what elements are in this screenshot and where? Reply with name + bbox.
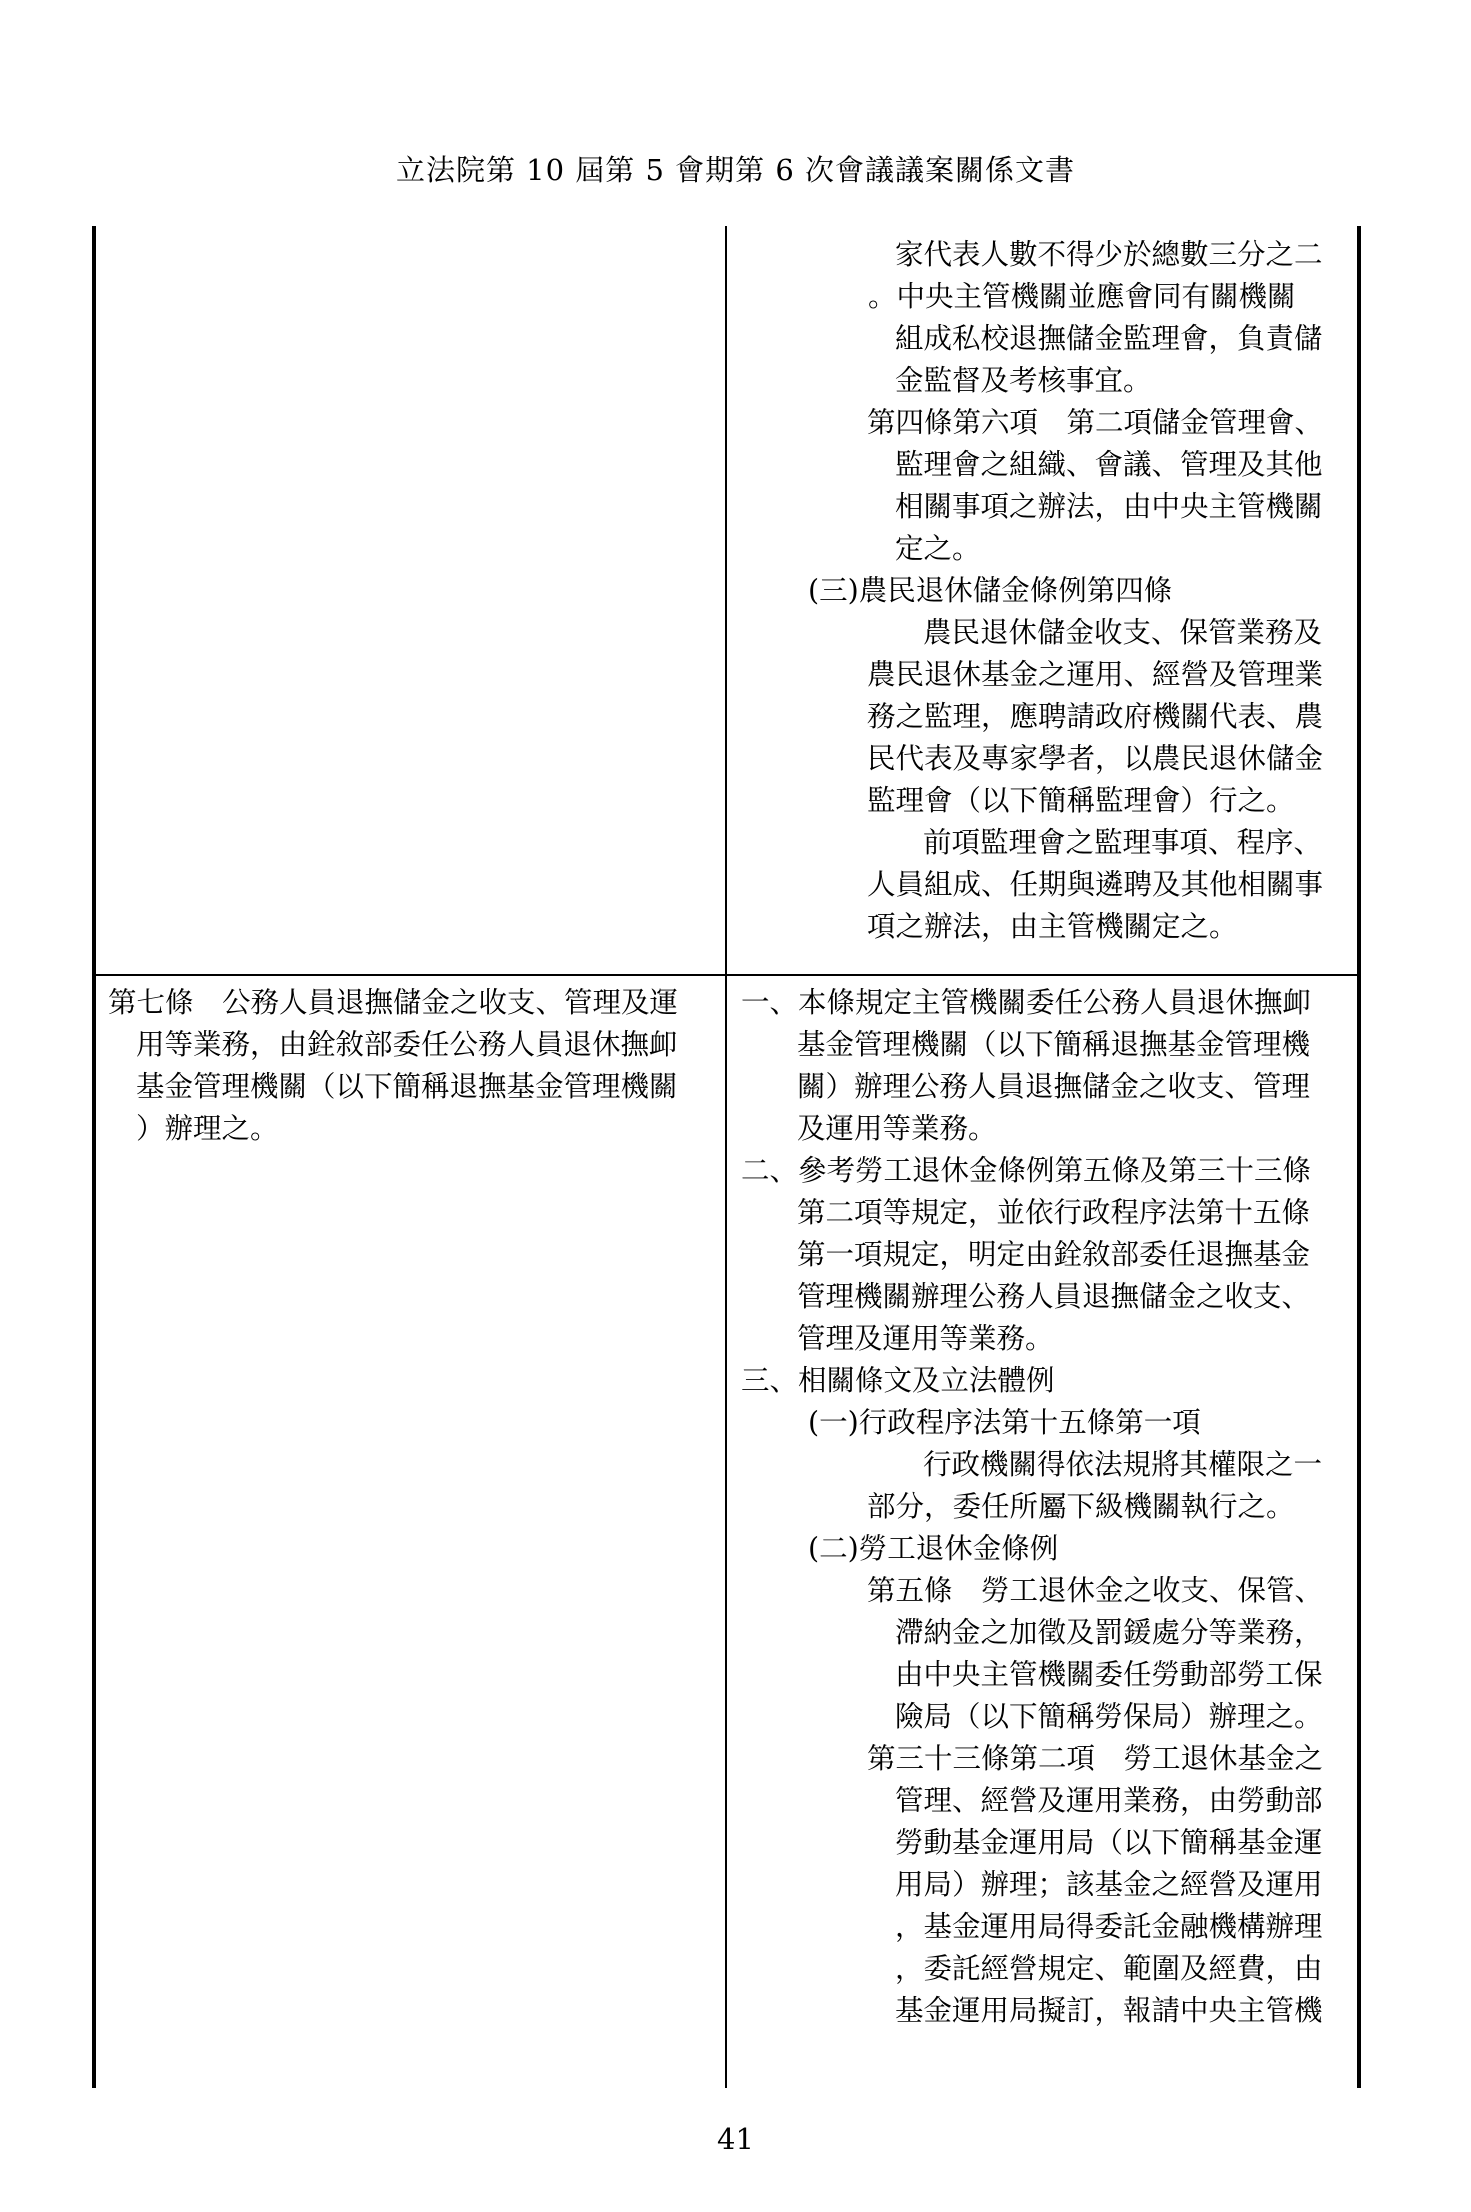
row1-right-line: 農民退休儲金收支、保管業務及	[923, 616, 1323, 649]
row1-right-line: 家代表人數不得少於總數三分之二	[895, 238, 1323, 271]
table-right-border	[1357, 226, 1361, 2088]
row2-right-line: 及運用等業務。	[797, 1112, 997, 1145]
row2-right-line: 第一項規定，明定由銓敘部委任退撫基金	[797, 1238, 1311, 1271]
row2-right-line: 管理、經營及運用業務，由勞動部	[895, 1784, 1323, 1817]
row2-left-line: ）辦理之。	[136, 1112, 279, 1145]
row2-right-line: 險局（以下簡稱勞保局）辦理之。	[895, 1700, 1323, 1733]
row2-right-line: 勞動基金運用局（以下簡稱基金運	[895, 1826, 1323, 1859]
row1-right-line: 組成私校退撫儲金監理會，負責儲	[895, 322, 1323, 355]
row2-right-line: 三、相關條文及立法體例	[741, 1364, 1055, 1397]
row2-right-line: 用局）辦理；該基金之經營及運用	[895, 1868, 1323, 1901]
row1-right-line: 人員組成、任期與遴聘及其他相關事	[867, 868, 1324, 901]
row1-right-line: 民代表及專家學者，以農民退休儲金	[867, 742, 1324, 775]
row2-right-line: 部分，委任所屬下級機關執行之。	[867, 1490, 1295, 1523]
table-left-border	[92, 226, 96, 2088]
document-header: 立法院第 10 屆第 5 會期第 6 次會議議案關係文書	[395, 153, 1076, 187]
row1-right-line: 第四條第六項 第二項儲金管理會、	[867, 406, 1324, 439]
row1-right-line: 前項監理會之監理事項、程序、	[923, 826, 1323, 859]
row2-right-line: (二)勞工退休金條例	[808, 1532, 1059, 1565]
row1-right-line: 務之監理，應聘請政府機關代表、農	[867, 700, 1324, 733]
row2-right-line: 滯納金之加徵及罰鍰處分等業務，	[895, 1616, 1323, 1649]
row2-right-line: ，委託經營規定、範圍及經費，由	[895, 1952, 1323, 1985]
row1-right-line: 。中央主管機關並應會同有關機關	[868, 280, 1296, 313]
comparison-table	[92, 226, 1361, 2088]
row1-right-line: 定之。	[895, 532, 981, 565]
row2-right-line: 關）辦理公務人員退撫儲金之收支、管理	[797, 1070, 1311, 1103]
row2-right-line: 管理機關辦理公務人員退撫儲金之收支、	[797, 1280, 1311, 1313]
row1-right-line: 金監督及考核事宜。	[895, 364, 1152, 397]
row2-right-line: 管理及運用等業務。	[797, 1322, 1054, 1355]
table-row-divider	[92, 974, 1361, 976]
row1-right-line: (三)農民退休儲金條例第四條	[808, 574, 1173, 607]
row2-right-line: ，基金運用局得委託金融機構辦理	[895, 1910, 1323, 1943]
row2-right-line: (一)行政程序法第十五條第一項	[808, 1406, 1201, 1439]
row2-right-line: 第五條 勞工退休金之收支、保管、	[867, 1574, 1324, 1607]
row2-left-line: 第七條 公務人員退撫儲金之收支、管理及運	[108, 986, 679, 1019]
row1-right-line: 監理會（以下簡稱監理會）行之。	[867, 784, 1295, 817]
row2-right-line: 行政機關得依法規將其權限之一	[923, 1448, 1323, 1481]
row2-left-line: 用等業務，由銓敘部委任公務人員退休撫卹	[136, 1028, 678, 1061]
row2-right-line: 第二項等規定，並依行政程序法第十五條	[797, 1196, 1311, 1229]
row2-right-line: 由中央主管機關委任勞動部勞工保	[895, 1658, 1323, 1691]
row2-right-line: 基金管理機關（以下簡稱退撫基金管理機	[797, 1028, 1311, 1061]
row1-right-line: 監理會之組織、會議、管理及其他	[895, 448, 1323, 481]
row1-right-line: 相關事項之辦法，由中央主管機關	[895, 490, 1323, 523]
row1-right-line: 項之辦法，由主管機關定之。	[867, 910, 1238, 943]
page-number: 41	[717, 2122, 754, 2156]
row2-right-line: 第三十三條第二項 勞工退休基金之	[867, 1742, 1324, 1775]
row2-right-line: 基金運用局擬訂，報請中央主管機	[895, 1994, 1323, 2027]
table-column-divider	[725, 226, 727, 2088]
row2-right-line: 一、本條規定主管機關委任公務人員退休撫卹	[741, 986, 1312, 1019]
row1-right-line: 農民退休基金之運用、經營及管理業	[867, 658, 1324, 691]
row2-right-line: 二、參考勞工退休金條例第五條及第三十三條	[741, 1154, 1312, 1187]
row2-left-line: 基金管理機關（以下簡稱退撫基金管理機關	[136, 1070, 678, 1103]
